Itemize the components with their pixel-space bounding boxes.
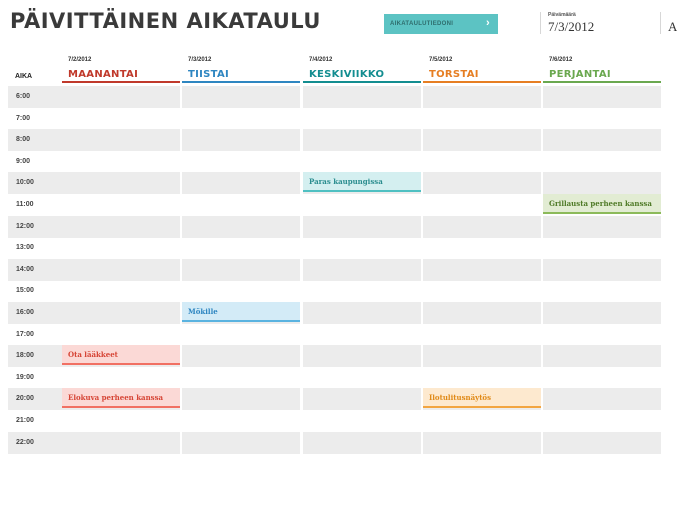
schedule-cell[interactable] <box>423 172 541 194</box>
day-name: TIISTAI <box>188 69 230 80</box>
schedule-cell[interactable] <box>423 280 541 302</box>
time-row <box>8 410 664 432</box>
time-row <box>8 280 664 302</box>
add-schedule-button-label: AIKATAULUTIEDONI <box>390 21 454 27</box>
schedule-cell[interactable] <box>303 432 421 454</box>
schedule-cell[interactable] <box>62 237 180 259</box>
schedule-cell[interactable] <box>543 324 661 346</box>
time-label: 12:00 <box>16 222 34 230</box>
schedule-cell[interactable] <box>303 237 421 259</box>
schedule-cell[interactable] <box>303 86 421 108</box>
schedule-cell[interactable] <box>62 367 180 389</box>
schedule-cell[interactable] <box>423 86 541 108</box>
schedule-cell[interactable] <box>423 216 541 238</box>
time-row <box>8 324 664 346</box>
time-label: 20:00 <box>16 395 34 403</box>
schedule-cell[interactable] <box>62 129 180 151</box>
day-date: 7/2/2012 <box>68 57 92 63</box>
day-name: KESKIVIIKKO <box>309 69 385 80</box>
schedule-cell[interactable] <box>182 388 300 410</box>
time-row <box>8 367 664 389</box>
header-divider <box>540 12 541 34</box>
schedule-cell[interactable] <box>182 410 300 432</box>
day-underline <box>303 81 421 83</box>
schedule-cell[interactable] <box>423 237 541 259</box>
schedule-cell[interactable] <box>182 367 300 389</box>
schedule-cell[interactable] <box>543 345 661 367</box>
schedule-cell[interactable] <box>543 388 661 410</box>
time-row <box>8 259 664 281</box>
time-label: 19:00 <box>16 373 34 381</box>
time-row <box>8 432 664 454</box>
schedule-cell[interactable] <box>182 86 300 108</box>
schedule-cell[interactable] <box>62 324 180 346</box>
schedule-cell[interactable] <box>303 280 421 302</box>
schedule-cell[interactable] <box>62 194 180 216</box>
schedule-cell[interactable] <box>543 108 661 130</box>
page-title: PÄIVITTÄINEN AIKATAULU <box>10 9 321 33</box>
schedule-cell[interactable] <box>62 86 180 108</box>
time-label: 6:00 <box>16 93 31 100</box>
calendar-event[interactable]: Ota lääkkeet <box>62 345 180 365</box>
schedule-cell[interactable] <box>543 86 661 108</box>
schedule-cell[interactable] <box>423 432 541 454</box>
schedule-cell[interactable] <box>423 108 541 130</box>
schedule-cell[interactable] <box>303 367 421 389</box>
schedule-cell[interactable] <box>303 108 421 130</box>
schedule-cell[interactable] <box>62 108 180 130</box>
schedule-cell[interactable] <box>303 129 421 151</box>
schedule-cell[interactable] <box>543 280 661 302</box>
start-date-caption: Päivämäärä <box>548 12 576 18</box>
time-label: 18:00 <box>16 352 34 360</box>
schedule-cell[interactable] <box>182 216 300 238</box>
start-date-value[interactable]: 7/3/2012 <box>548 19 595 34</box>
schedule-cell[interactable] <box>182 280 300 302</box>
day-name: TORSTAI <box>429 69 479 80</box>
schedule-cell[interactable] <box>182 108 300 130</box>
schedule-cell[interactable] <box>543 259 661 281</box>
time-row <box>8 151 664 173</box>
schedule-cell[interactable] <box>303 151 421 173</box>
time-row <box>8 216 664 238</box>
schedule-cell[interactable] <box>182 345 300 367</box>
schedule-cell[interactable] <box>182 129 300 151</box>
schedule-cell[interactable] <box>62 216 180 238</box>
schedule-cell[interactable] <box>423 194 541 216</box>
schedule-cell[interactable] <box>303 410 421 432</box>
time-row <box>8 237 664 259</box>
schedule-cell[interactable] <box>303 302 421 324</box>
schedule-cell[interactable] <box>182 432 300 454</box>
time-label: 9:00 <box>16 157 31 165</box>
schedule-cell[interactable] <box>182 259 300 281</box>
schedule-cell[interactable] <box>543 367 661 389</box>
schedule-cell[interactable] <box>62 410 180 432</box>
calendar-event[interactable]: Grillausta perheen kanssa <box>543 194 661 214</box>
schedule-cell[interactable] <box>543 172 661 194</box>
next-value: A <box>668 19 677 34</box>
schedule-cell[interactable] <box>543 410 661 432</box>
time-label: 10:00 <box>16 179 34 187</box>
day-name: MAANANTAI <box>68 69 139 80</box>
time-label: 8:00 <box>16 136 31 144</box>
time-label: 21:00 <box>16 417 34 424</box>
schedule-cell[interactable] <box>423 367 541 389</box>
time-label: 11:00 <box>16 201 34 208</box>
calendar-event[interactable]: Elokuva perheen kanssa <box>62 388 180 408</box>
schedule-cell[interactable] <box>423 129 541 151</box>
time-column-header: AIKA <box>15 73 33 80</box>
schedule-cell[interactable] <box>543 432 661 454</box>
schedule-cell[interactable] <box>62 432 180 454</box>
time-label: 17:00 <box>16 330 34 338</box>
schedule-cell[interactable] <box>62 280 180 302</box>
schedule-cell[interactable] <box>303 324 421 346</box>
time-label: 13:00 <box>16 244 34 252</box>
time-label: 22:00 <box>16 438 34 446</box>
day-underline <box>423 81 541 83</box>
schedule-cell[interactable] <box>543 302 661 324</box>
schedule-cell[interactable] <box>182 151 300 173</box>
schedule-cell[interactable] <box>543 216 661 238</box>
time-row <box>8 86 664 108</box>
schedule-cell[interactable] <box>62 172 180 194</box>
chevron-right-icon: › <box>486 17 490 29</box>
schedule-cell[interactable] <box>423 324 541 346</box>
day-date: 7/5/2012 <box>429 57 453 63</box>
day-date: 7/6/2012 <box>549 57 573 63</box>
day-underline <box>182 81 300 83</box>
schedule-cell[interactable] <box>182 237 300 259</box>
schedule-cell[interactable] <box>543 237 661 259</box>
time-row <box>8 129 664 151</box>
schedule-cell[interactable] <box>423 151 541 173</box>
schedule-cell[interactable] <box>303 194 421 216</box>
schedule-cell[interactable] <box>303 259 421 281</box>
schedule-cell[interactable] <box>182 324 300 346</box>
calendar-event[interactable]: Mökille <box>182 302 300 322</box>
day-name: PERJANTAI <box>549 69 611 80</box>
day-underline <box>62 81 180 83</box>
schedule-cell[interactable] <box>303 216 421 238</box>
calendar-event[interactable]: Paras kaupungissa <box>303 172 421 192</box>
day-date: 7/3/2012 <box>188 57 212 63</box>
calendar-event[interactable]: Ilotulitusnäytös <box>423 388 541 408</box>
time-row <box>8 108 664 130</box>
schedule-cell[interactable] <box>62 151 180 173</box>
header-divider <box>660 12 661 34</box>
schedule-cell[interactable] <box>423 302 541 324</box>
time-row <box>8 302 664 324</box>
schedule-cell[interactable] <box>423 259 541 281</box>
schedule-cell[interactable] <box>543 151 661 173</box>
schedule-cell[interactable] <box>182 194 300 216</box>
day-date: 7/4/2012 <box>309 57 333 63</box>
schedule-cell[interactable] <box>423 345 541 367</box>
schedule-cell[interactable] <box>303 388 421 410</box>
schedule-cell[interactable] <box>423 410 541 432</box>
time-label: 16:00 <box>16 309 34 316</box>
time-label: 15:00 <box>16 287 34 295</box>
day-underline <box>543 81 661 83</box>
time-label: 14:00 <box>16 265 34 273</box>
schedule-cell[interactable] <box>303 345 421 367</box>
schedule-cell[interactable] <box>62 259 180 281</box>
schedule-cell[interactable] <box>62 302 180 324</box>
schedule-cell[interactable] <box>182 172 300 194</box>
schedule-cell[interactable] <box>543 129 661 151</box>
time-label: 7:00 <box>16 114 31 122</box>
add-schedule-button[interactable] <box>384 14 498 34</box>
